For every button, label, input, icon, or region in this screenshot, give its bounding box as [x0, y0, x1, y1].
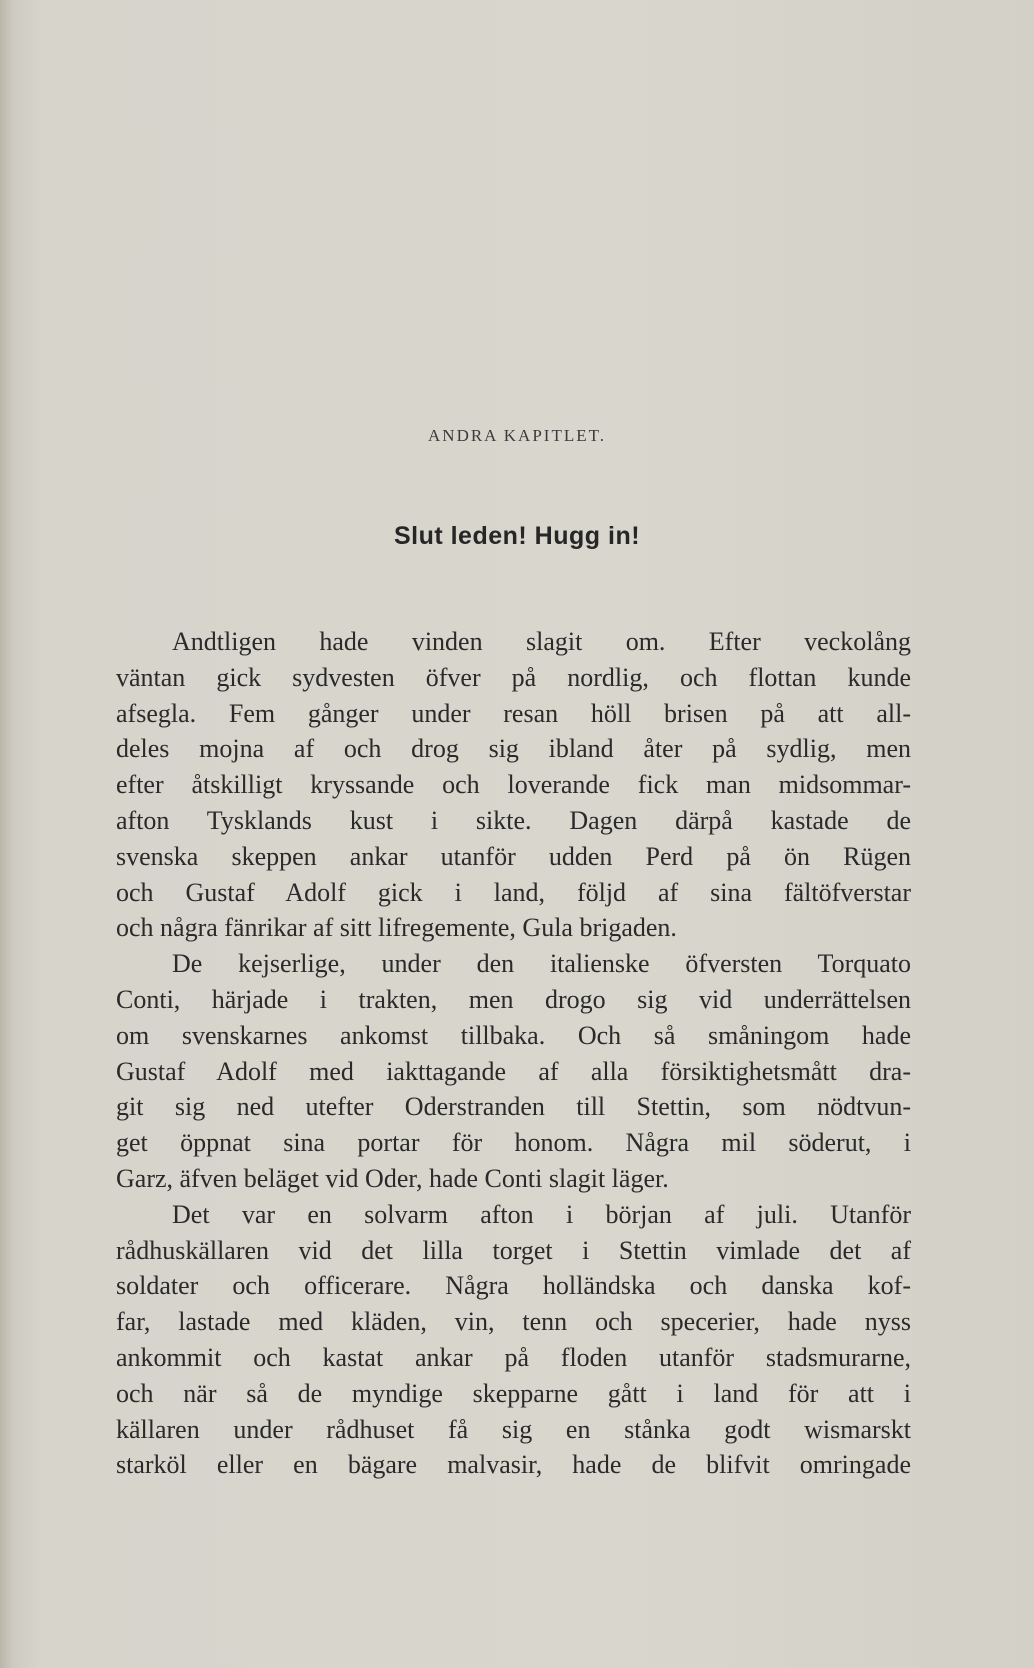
- text-line: rådhuskällaren vid det lilla torget i Stettin vimlade det af: [116, 1235, 911, 1265]
- text-line: Det var en solvarm afton i början af juli. Utanför: [172, 1199, 911, 1229]
- text-line: get öppnat sina portar för honom. Några mil söderut, i: [116, 1128, 911, 1158]
- text-line: far, lastade med kläden, vin, tenn och specerier, hade nyss: [116, 1307, 911, 1337]
- chapter-heading: ANDRA KAPITLET.: [428, 426, 606, 445]
- text-line: svenska skeppen ankar utanför udden Perd på ön Rügen: [116, 841, 911, 871]
- text-line: Gustaf Adolf med iakttagande af alla försiktighetsmått dra-: [116, 1056, 911, 1086]
- page-binding-edge: [0, 0, 14, 1668]
- text-line: git sig ned utefter Oderstranden till Stettin, som nödtvun-: [116, 1092, 911, 1122]
- text-line: efter åtskilligt kryssande och loverande fick man midsommar-: [116, 770, 911, 800]
- text-line: afton Tysklands kust i sikte. Dagen därpå kastade de: [116, 805, 911, 835]
- text-line: starköl eller en bägare malvasir, hade de blifvit omringade: [116, 1450, 911, 1480]
- text-line: och när så de myndige skepparne gått i land för att i: [116, 1378, 911, 1408]
- text-line: väntan gick sydvesten öfver på nordlig, och flottan kunde: [116, 662, 911, 692]
- text-line: afsegla. Fem gånger under resan höll brisen på att all-: [116, 698, 911, 728]
- text-line: Andtligen hade vinden slagit om. Efter veckolång: [172, 627, 911, 656]
- text-line: Conti, härjade i trakten, men drogo sig vid underrättelsen: [116, 984, 911, 1014]
- chapter-title: Slut leden! Hugg in!: [393, 522, 641, 550]
- text-line: deles mojna af och drog sig ibland åter på sydlig, men: [116, 734, 911, 764]
- text-line: och några fänrikar af sitt lifregemente, Gula brigaden.: [116, 913, 677, 943]
- text-line: källaren under rådhuset få sig en stånka godt wismarskt: [116, 1414, 911, 1444]
- text-line: ankommit och kastat ankar på floden utanför stadsmurarne,: [116, 1342, 911, 1372]
- text-line: Garz, äfven beläget vid Oder, hade Conti slagit läger.: [116, 1163, 669, 1193]
- body-text: [116, 624, 911, 1483]
- text-line: och Gustaf Adolf gick i land, följd af sina fältöfverstar: [116, 877, 911, 907]
- text-line: soldater och officerare. Några holländska och danska kof-: [116, 1271, 911, 1301]
- text-line: De kejserlige, under den italienske öfversten Torquato: [172, 949, 911, 979]
- text-line: om svenskarnes ankomst tillbaka. Och så småningom hade: [116, 1020, 911, 1050]
